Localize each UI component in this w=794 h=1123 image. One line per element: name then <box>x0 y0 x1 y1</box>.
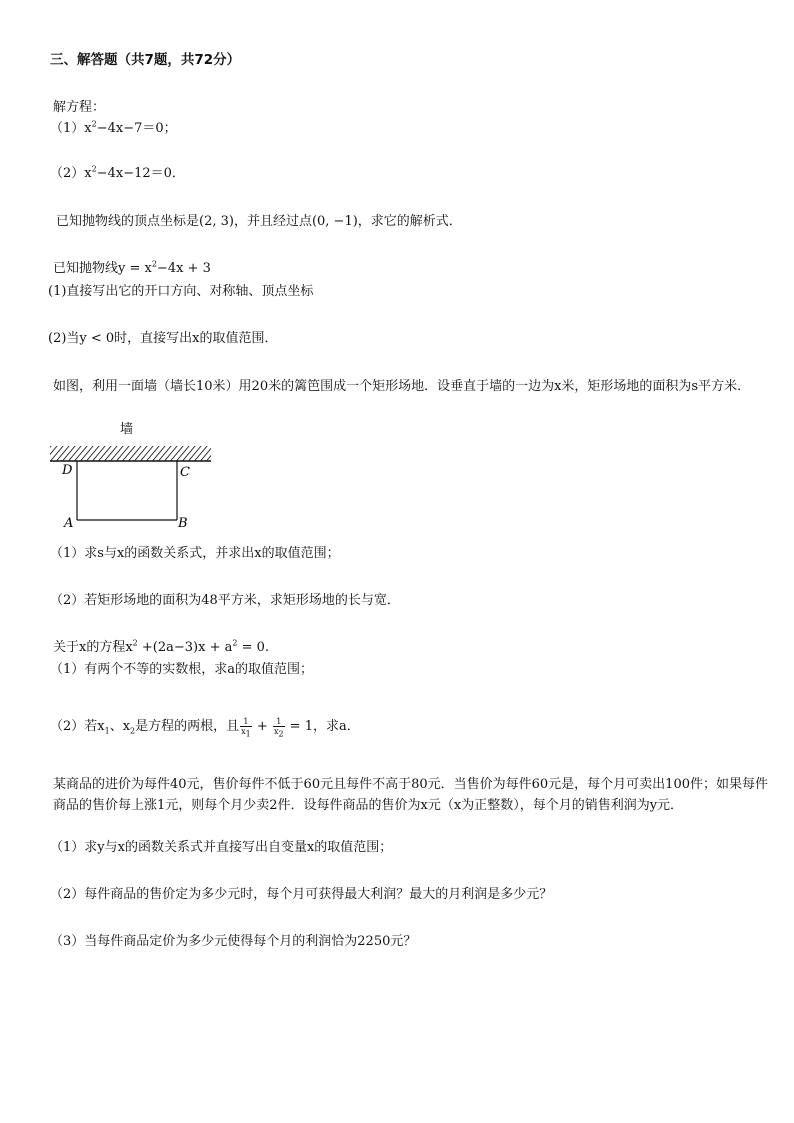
q6-part3: （3）当每件商品定价为多少元使得每个月的利润恰为2250元？ <box>50 934 417 949</box>
q6-part2: （2）每件商品的售价定为多少元时，每个月可获得最大利润？最大的月利润是多少元？ <box>50 887 553 902</box>
q4-intro: 如图，利用一面墙（墙长10米）用20米的篱笆围成一个矩形场地．设垂直于墙的一边为x米，矩形场地的面积为s平方米． <box>53 379 751 394</box>
q1-intro: 解方程： <box>53 100 106 115</box>
q1-part2: $(2)x^2-4x-12=0$． <box>50 164 185 181</box>
wall-label: 墙 <box>120 422 134 437</box>
label-A: A <box>64 516 74 531</box>
q3-part1: (1)直接写出它的开口方向、对称轴、顶点坐标 <box>48 284 314 299</box>
q5-intro: 关于x的方程$x^2 +(2a-3)x + a^2 = 0$. <box>53 638 270 655</box>
q6-intro: 某商品的进价为每件40元，售价每件不低于60元且每件不高于80元．当售价为每件60元是，每个月可卖出100件；如果每件商品的售价每上涨1元，则每个月少卖2件．设每件商品的售价为x元（x为正整数），每个月的销售利润为y元． <box>53 777 768 813</box>
label-D: D <box>62 463 73 478</box>
wall-hatch <box>50 446 211 461</box>
q3-intro: 已知抛物线$y = x^2-4x + 3$ <box>53 259 211 276</box>
wall-rectangle-figure <box>44 418 224 536</box>
q5-part2: （2）若$x_1$、$x_2$是方程的两根，且 $\frac{1}{x_1}$ + $\frac{1}{x_2}$ = 1，求a． <box>50 717 360 739</box>
fraction-1-over-x1: $\frac{1}{x_1}$ <box>241 717 251 739</box>
q1-part1: $(1)x^2-4x-7=0$； <box>50 119 177 136</box>
section-title: 三、解答题（共7题，共72分） <box>50 52 241 68</box>
fraction-1-over-x2: $\frac{1}{x_2}$ <box>273 717 284 739</box>
q4-part2: （2）若矩形场地的面积为48平方米，求矩形场地的长与宽． <box>50 593 400 608</box>
q3-part2: (2)当y < 0时，直接写出x的取值范围． <box>48 331 278 346</box>
q5-part1: （1）有两个不等的实数根，求a的取值范围； <box>50 662 314 677</box>
q4-part1: （1）求s与x的函数关系式，并求出x的取值范围； <box>50 546 340 561</box>
q6-part1: （1）求y与x的函数关系式并直接写出自变量x的取值范围； <box>50 840 393 855</box>
label-B: B <box>178 516 188 531</box>
q2-text: 已知抛物线的顶点坐标是(2, 3)，并且经过点(0, −1)，求它的解析式． <box>56 214 462 229</box>
label-C: C <box>180 465 190 480</box>
